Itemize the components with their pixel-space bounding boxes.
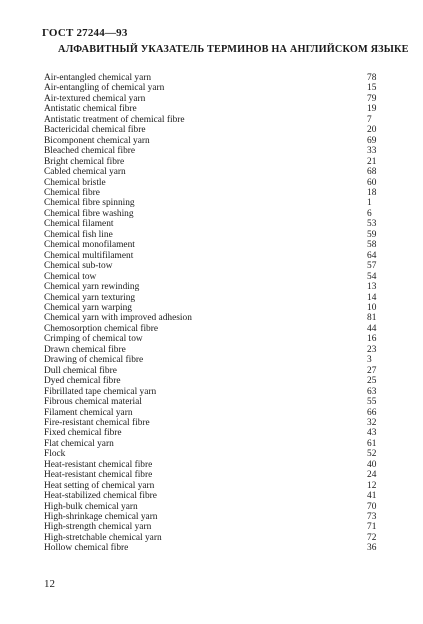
index-entry	[44, 157, 389, 167]
entry-term: Heat-resistant chemical fibre	[44, 470, 153, 481]
entry-term: Air-entangled chemical yarn	[44, 73, 152, 83]
index-entry	[44, 470, 389, 480]
entry-number: 6	[367, 208, 372, 219]
entry-number: 59	[367, 229, 377, 240]
entry-term: Heat setting of chemical yarn	[44, 480, 155, 491]
index-entry	[44, 209, 389, 219]
entry-number: 70	[367, 501, 377, 512]
entry-term: Air-textured chemical yarn	[44, 93, 146, 104]
entry-term: High-stretchable chemical yarn	[44, 532, 162, 543]
entry-number: 12	[367, 480, 377, 491]
entry-term: Dull chemical fibre	[44, 365, 117, 376]
index-entry	[44, 136, 389, 146]
entry-term: Chemical filament	[44, 219, 114, 230]
entry-number: 24	[367, 470, 377, 481]
entry-number: 61	[367, 438, 377, 449]
index-entry	[44, 522, 389, 532]
index-entry	[44, 481, 389, 491]
entry-number: 20	[367, 125, 377, 136]
entry-number: 81	[367, 313, 377, 324]
index-entry	[44, 502, 389, 512]
entry-term: Chemical sub-tow	[44, 261, 113, 272]
index-entry	[44, 355, 389, 365]
index-entry	[44, 240, 389, 250]
entry-term: Chemical monofilament	[44, 240, 135, 251]
index-entry	[44, 491, 389, 501]
entry-number: 16	[367, 334, 377, 345]
entry-term: Antistatic treatment of chemical fibre	[44, 114, 185, 125]
entry-number: 64	[367, 250, 377, 261]
entry-number: 69	[367, 135, 377, 146]
entry-number: 3	[367, 355, 372, 366]
entry-number: 18	[367, 187, 377, 198]
entry-number: 52	[367, 449, 377, 460]
entry-term: Fixed chemical fibre	[44, 428, 122, 439]
entry-term: Fibrillated tape chemical yarn	[44, 386, 157, 397]
index-entry	[44, 188, 389, 198]
entry-term: Hollow chemical fibre	[44, 543, 129, 554]
index-entry	[44, 366, 389, 376]
entry-term: Dyed chemical fibre	[44, 376, 121, 387]
index-entry	[44, 408, 389, 418]
index-entry	[44, 512, 389, 522]
entry-number: 72	[367, 532, 377, 543]
entry-number: 14	[367, 292, 377, 303]
index-entry	[44, 324, 389, 334]
index-entry	[44, 376, 389, 386]
entry-number: 10	[367, 302, 377, 313]
entry-number: 27	[367, 365, 377, 376]
entry-term: Chemical fibre	[44, 187, 100, 198]
index-entry	[44, 293, 389, 303]
entry-term: Bleached chemical fibre	[44, 146, 136, 157]
entry-term: Flock	[44, 449, 66, 460]
entry-term: Fibrous chemical material	[44, 397, 142, 408]
index-entry	[44, 104, 389, 114]
entry-term: Chemosorption chemical fibre	[44, 323, 159, 334]
term-index-list	[44, 73, 389, 554]
index-entry	[44, 543, 389, 553]
index-entry	[44, 282, 389, 292]
entry-term: Filament chemical yarn	[44, 407, 133, 418]
entry-number: 1	[367, 198, 372, 209]
entry-term: Crimping of chemical tow	[44, 334, 143, 345]
entry-number: 33	[367, 146, 377, 157]
index-entry	[44, 146, 389, 156]
entry-number: 41	[367, 491, 377, 502]
entry-term: Drawn chemical fibre	[44, 344, 126, 355]
entry-number: 60	[367, 177, 377, 188]
index-entry	[44, 251, 389, 261]
entry-term: Air-entangling of chemical yarn	[44, 83, 165, 94]
index-entry	[44, 460, 389, 470]
index-entry	[44, 167, 389, 177]
entry-term: Cabled chemical yarn	[44, 167, 126, 178]
entry-term: Bactericidal chemical fibre	[44, 125, 146, 136]
index-entry	[44, 219, 389, 229]
index-entry	[44, 303, 389, 313]
page-number: 12	[44, 578, 55, 590]
index-entry	[44, 261, 389, 271]
entry-number: 54	[367, 271, 377, 282]
entry-term: Chemical bristle	[44, 177, 106, 188]
entry-number: 79	[367, 93, 377, 104]
entry-term: Chemical fish line	[44, 229, 113, 240]
page-title: АЛФАВИТНЫЙ УКАЗАТЕЛЬ ТЕРМИНОВ НА АНГЛИЙСКОМ ЯЗЫКЕ	[58, 44, 409, 55]
entry-number: 78	[367, 73, 377, 83]
entry-number: 40	[367, 459, 377, 470]
entry-term: Chemical yarn rewinding	[44, 282, 140, 293]
entry-number: 23	[367, 344, 377, 355]
entry-number: 43	[367, 428, 377, 439]
entry-term: Heat-resistant chemical fibre	[44, 459, 153, 470]
entry-number: 55	[367, 397, 377, 408]
entry-number: 63	[367, 386, 377, 397]
entry-number: 15	[367, 83, 377, 94]
entry-term: Chemical fibre spinning	[44, 198, 135, 209]
entry-term: Fire-resistant chemical fibre	[44, 417, 150, 428]
entry-number: 19	[367, 104, 377, 115]
entry-number: 36	[367, 543, 377, 554]
entry-number: 53	[367, 219, 377, 230]
entry-term: High-shrinkage chemical yarn	[44, 512, 158, 523]
entry-number: 32	[367, 417, 377, 428]
entry-term: Chemical tow	[44, 271, 97, 282]
index-entry	[44, 428, 389, 438]
index-entry	[44, 115, 389, 125]
index-entry	[44, 313, 389, 323]
index-entry	[44, 73, 389, 83]
entry-term: Flat chemical yarn	[44, 438, 114, 449]
entry-term: Drawing of chemical fibre	[44, 355, 144, 366]
index-entry	[44, 83, 389, 93]
index-entry	[44, 94, 389, 104]
entry-number: 25	[367, 376, 377, 387]
index-entry	[44, 125, 389, 135]
index-entry	[44, 387, 389, 397]
entry-number: 68	[367, 167, 377, 178]
entry-term: Chemical yarn with improved adhesion	[44, 313, 192, 324]
entry-term: High-strength chemical yarn	[44, 522, 152, 533]
index-entry	[44, 449, 389, 459]
index-entry	[44, 439, 389, 449]
entry-term: Antistatic chemical fibre	[44, 104, 137, 115]
entry-term: Bright chemical fibre	[44, 156, 125, 167]
standard-number: ГОСТ 27244—93	[42, 27, 128, 39]
index-entry	[44, 198, 389, 208]
entry-number: 58	[367, 240, 377, 251]
index-entry	[44, 418, 389, 428]
entry-number: 73	[367, 512, 377, 523]
index-entry	[44, 178, 389, 188]
index-entry	[44, 397, 389, 407]
index-entry	[44, 230, 389, 240]
entry-term: High-bulk chemical yarn	[44, 501, 138, 512]
entry-number: 66	[367, 407, 377, 418]
entry-term: Heat-stabilized chemical fibre	[44, 491, 157, 502]
entry-term: Bicomponent chemical yarn	[44, 135, 150, 146]
index-entry	[44, 533, 389, 543]
entry-number: 13	[367, 282, 377, 293]
entry-term: Chemical fibre washing	[44, 208, 134, 219]
entry-term: Chemical yarn texturing	[44, 292, 136, 303]
entry-number: 71	[367, 522, 377, 533]
index-entry	[44, 334, 389, 344]
entry-number: 44	[367, 323, 377, 334]
entry-term: Chemical multifilament	[44, 250, 134, 261]
index-entry	[44, 345, 389, 355]
entry-number: 21	[367, 156, 377, 167]
entry-number: 7	[367, 114, 372, 125]
index-entry	[44, 272, 389, 282]
entry-term: Chemical yarn warping	[44, 302, 132, 313]
entry-number: 57	[367, 261, 377, 272]
